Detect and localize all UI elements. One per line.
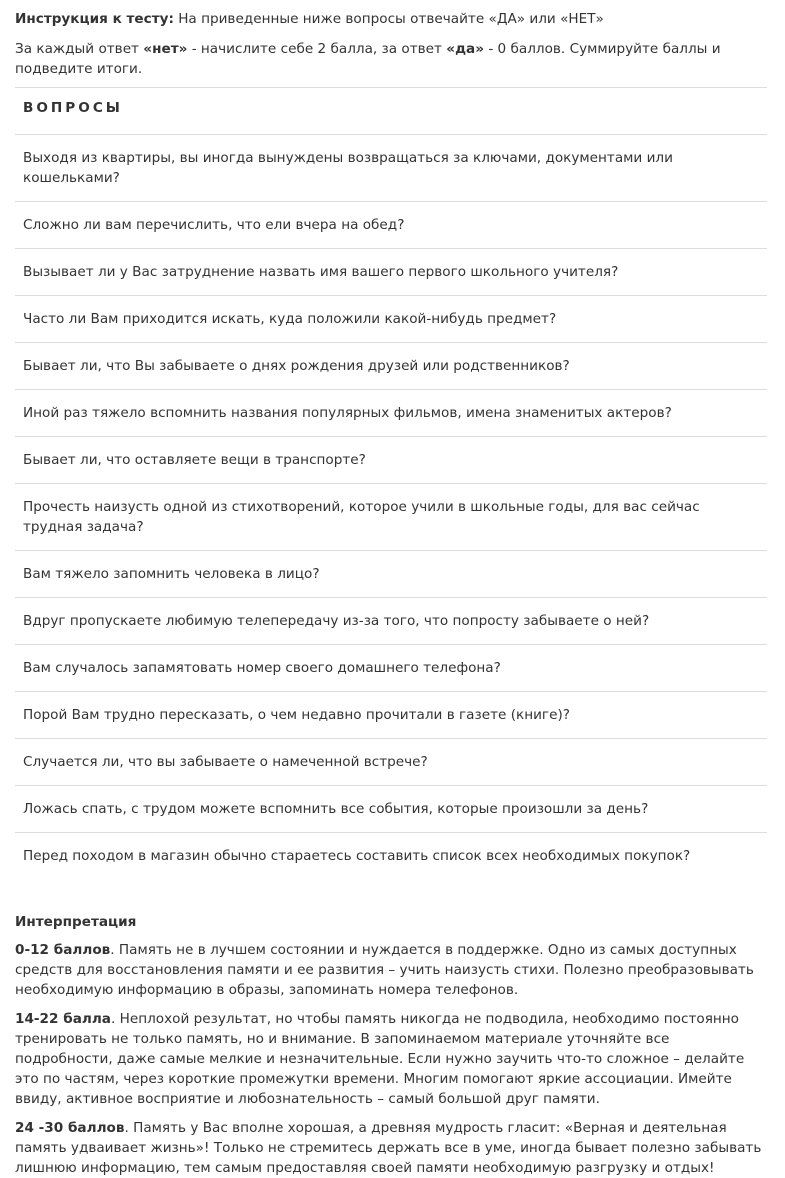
interpretation-item-2 [15,1009,767,1109]
table-row [15,249,767,296]
questions-header-row [15,88,767,135]
scoring-text-2: - начислите себе 2 балла, за ответ [187,41,447,57]
table-row [15,390,767,437]
table-row [15,135,767,202]
questions-table [15,87,767,879]
table-row [15,202,767,249]
table-row [15,786,767,833]
scoring-no-quote: « [143,41,153,57]
scoring-text-3: - 0 баллов. Суммируйте баллы и подведите итоги. [15,41,721,77]
interpretation-range-3: 24 -30 баллов [15,1120,125,1136]
question-6: Иной раз тяжело вспомнить названия популярных фильмов, имена знаменитых актеров? [15,390,767,437]
table-row [15,484,767,551]
question-7: Бывает ли, что оставляете вещи в транспорте? [15,437,767,484]
interpretation-range-1: 0-12 баллов [15,942,111,958]
interpretation-text-1: . Память не в лучшем состоянии и нуждается в поддержке. Одно из самых доступных средств для восстановления памяти и ее развития – учить наизусть стихи. Полезно преобразовывать необходимую информацию в образы, запоминать номера телефонов. [15,942,754,998]
table-row [15,598,767,645]
question-1: Выходя из квартиры, вы иногда вынуждены возвращаться за ключами, документами или кошельками? [15,135,767,202]
table-row [15,551,767,598]
instruction-label: Инструкция к тесту: [15,11,174,27]
test-instruction [15,9,767,29]
question-4: Часто ли Вам приходится искать, куда положили какой-нибудь предмет? [15,296,767,343]
scoring-yes-answer: «да» [446,41,484,57]
interpretation-item-1 [15,940,767,1000]
scoring-rules [15,39,767,79]
interpretation-item-3 [15,1118,767,1178]
question-8: Прочесть наизусть одной из стихотворений, которое учили в школьные годы, для вас сейчас трудная задача? [15,484,767,551]
question-12: Порой Вам трудно пересказать, о чем недавно прочитали в газете (книге)? [15,692,767,739]
scoring-no-answer [143,41,187,57]
table-row [15,343,767,390]
table-row [15,296,767,343]
question-5: Бывает ли, что Вы забываете о днях рождения друзей или родственников? [15,343,767,390]
interpretation-range-2: 14-22 балла [15,1011,111,1027]
question-11: Вам случалось запамятовать номер своего домашнего телефона? [15,645,767,692]
question-13: Случается ли, что вы забываете о намеченной встрече? [15,739,767,786]
table-row [15,645,767,692]
table-row [15,833,767,880]
instruction-text: На приведенные ниже вопросы отвечайте «ДА» или «НЕТ» [173,11,604,27]
questions-header: ВОПРОСЫ [15,88,767,135]
question-2: Сложно ли вам перечислить, что ели вчера на обед? [15,202,767,249]
table-row [15,692,767,739]
scoring-text-1: За каждый ответ [15,41,144,57]
table-row [15,739,767,786]
table-row [15,437,767,484]
question-14: Ложась спать, с трудом можете вспомнить все события, которые произошли за день? [15,786,767,833]
question-10: Вдруг пропускаете любимую телепередачу из-за того, что попросту забываете о ней? [15,598,767,645]
question-3: Вызывает ли у Вас затруднение назвать имя вашего первого школьного учителя? [15,249,767,296]
question-15: Перед походом в магазин обычно стараетесь составить список всех необходимых покупок? [15,833,767,880]
interpretation-title: Интерпретация [15,914,137,930]
question-9: Вам тяжело запомнить человека в лицо? [15,551,767,598]
interpretation-text-3: . Память у Вас вполне хорошая, а древняя мудрость гласит: «Верная и деятельная память удваивает жизнь»! Только не стремитесь держать все в уме, иногда бывает полезно забывать лишнюю информацию, тем самым предоставляя своей памяти необходимую разгрузку и отдых! [15,1120,762,1176]
scoring-no-word: нет» [152,41,188,57]
interpretation-text-2: . Неплохой результат, но чтобы память никогда не подводила, необходимо постоянно тренировать не только память, но и внимание. В запоминаемом материале уточняйте все подробности, даже самые мелкие и незначительные. Если нужно заучить что-то сложное – делайте это по частям, через короткие промежутки времени. Многим помогают яркие ассоциации. Имейте ввиду, активное восприятие и любознательность – самый большой друг памяти. [15,1011,745,1107]
